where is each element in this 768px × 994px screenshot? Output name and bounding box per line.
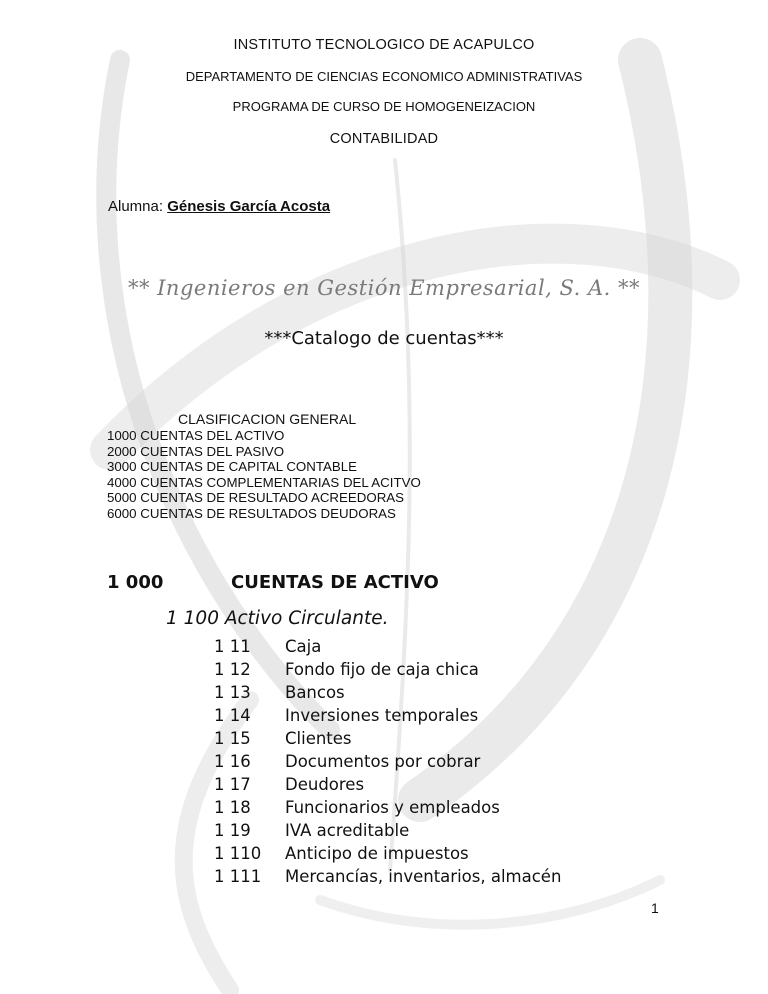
subject-title: CONTABILIDAD — [329, 131, 439, 147]
classification-item: 5000 CUENTAS DE RESULTADO ACREEDORAS — [107, 490, 405, 505]
classification-item: 4000 CUENTAS COMPLEMENTARIAS DEL ACITVO — [107, 474, 421, 490]
account-name: Inversiones temporales — [285, 706, 479, 725]
account-code: 1 17 — [214, 775, 251, 794]
account-name: Clientes — [285, 729, 352, 748]
account-row — [214, 819, 561, 842]
page-number: 1 — [651, 900, 659, 916]
account-row — [214, 750, 561, 773]
account-row — [214, 773, 561, 796]
account-list — [214, 635, 561, 888]
account-name: Funcionarios y empleados — [285, 798, 500, 817]
account-row — [214, 842, 561, 865]
account-code: 1 16 — [214, 752, 251, 771]
student-line — [108, 198, 330, 215]
subsection-heading: 1 100 Activo Circulante. — [166, 608, 389, 629]
section-title: CUENTAS DE ACTIVO — [231, 572, 439, 593]
account-code: 1 111 — [214, 867, 262, 886]
account-code: 1 11 — [214, 637, 251, 656]
account-code: 1 13 — [214, 683, 251, 702]
account-code: 1 110 — [214, 844, 262, 863]
account-row — [214, 727, 561, 750]
program-title: PROGRAMA DE CURSO DE HOMOGENEIZACION — [232, 99, 536, 114]
account-row — [214, 704, 561, 727]
account-name: Mercancías, inventarios, almacén — [285, 867, 562, 886]
account-code: 1 18 — [214, 798, 251, 817]
account-row — [214, 658, 561, 681]
classification-item: 1000 CUENTAS DEL ACTIVO — [107, 428, 285, 443]
section-heading — [107, 572, 439, 593]
classification-item: 3000 CUENTAS DE CAPITAL CONTABLE — [107, 459, 358, 474]
account-row — [214, 635, 561, 658]
account-code: 1 15 — [214, 729, 251, 748]
student-label: Alumna: — [108, 198, 164, 215]
account-name: Documentos por cobrar — [285, 752, 481, 771]
catalog-title: ***Catalogo de cuentas*** — [264, 328, 504, 349]
account-row — [214, 681, 561, 704]
classification-title: CLASIFICACION GENERAL — [178, 411, 357, 427]
classification-list — [107, 428, 421, 521]
account-name: Deudores — [285, 775, 365, 794]
department-title: DEPARTAMENTO DE CIENCIAS ECONOMICO ADMINISTRATIVAS — [185, 69, 583, 84]
account-name: Anticipo de impuestos — [285, 844, 469, 863]
account-code: 1 14 — [214, 706, 251, 725]
account-code: 1 12 — [214, 660, 251, 679]
account-row — [214, 865, 561, 888]
account-name: IVA acreditable — [285, 821, 410, 840]
account-name: Bancos — [285, 683, 345, 702]
institute-title: INSTITUTO TECNOLOGICO DE ACAPULCO — [233, 37, 535, 53]
section-number: 1 000 — [107, 572, 164, 593]
company-name: ** Ingenieros en Gestión Empresarial, S. A. ** — [127, 276, 641, 300]
classification-item: 6000 CUENTAS DE RESULTADOS DEUDORAS — [107, 505, 396, 521]
classification-item: 2000 CUENTAS DEL PASIVO — [107, 443, 285, 459]
account-name: Caja — [285, 637, 322, 656]
account-row — [214, 796, 561, 819]
account-code: 1 19 — [214, 821, 251, 840]
account-name: Fondo fijo de caja chica — [285, 660, 479, 679]
student-name: Génesis García Acosta — [167, 198, 331, 215]
